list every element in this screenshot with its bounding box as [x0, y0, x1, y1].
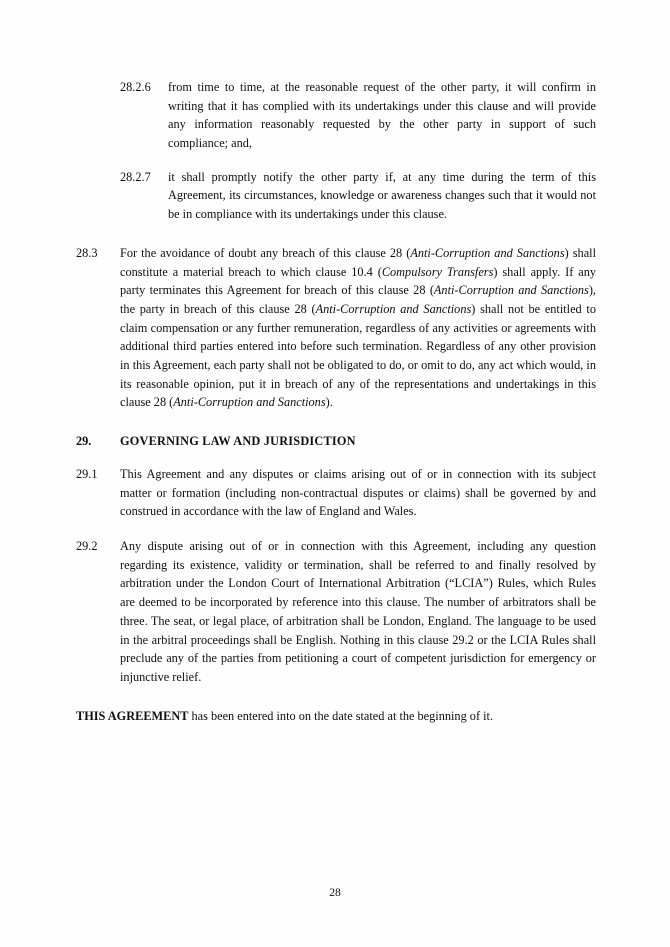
clause-28-3 [76, 244, 596, 412]
clause-number: 28.3 [76, 245, 98, 260]
document-body [76, 78, 596, 725]
clause-28-2-6 [76, 78, 596, 153]
clause-text-run: ). [325, 395, 333, 410]
section-heading-29 [76, 434, 596, 449]
clause-29-1 [76, 465, 596, 521]
clause-reference-italic: Anti-Corruption and Sanctions [315, 301, 472, 316]
clause-number: 28.2.6 [120, 80, 151, 94]
clause-text: from time to time, at the reasonable request of the other party, it will confirm in writing that it has complied with its undertakings under this clause and will provide any information reasonably requested by the other party in support of such compliance; and, [168, 80, 596, 151]
clause-text-run: ) shall not be entitled to claim compensation or any further remuneration, regardless of any activities or agreements with additional third parties entered into before such termination. Regardless of any other provision in this Agreement, each party shall not be obligated to do, or omit to do, any act which would, in its reasonable opinion, put it in breach of any of the representations and undertakings in this clause 28 ( [120, 301, 596, 410]
section-number: 29. [76, 434, 92, 448]
clause-text-run: ) shall apply. If any party terminates this Agreement for breach of this clause 28 ( [120, 264, 596, 298]
clause-text: it shall promptly notify the other party if, at any time during the term of this Agreement, its circumstances, knowledge or awareness changes such that it would not be in compliance with its undertakings under this clause. [168, 169, 596, 222]
clause-text-run: ), the party in breach of this clause 28 ( [120, 283, 596, 316]
clause-reference-italic: Anti-Corruption and Sanctions [410, 245, 565, 260]
section-title: GOVERNING LAW AND JURISDICTION [120, 434, 356, 448]
clause-text: This Agreement and any disputes or claims arising out of or in connection with its subject matter or formation (including non-contractual disputes or claims) shall be governed by and construed in accordance with the law of England and Wales. [120, 467, 596, 519]
clause-28-2-7 [76, 168, 596, 224]
clause-text-run: ) shall constitute a material breach to which clause 10.4 ( [120, 245, 596, 279]
clause-number: 28.2.7 [120, 169, 151, 184]
clause-reference-italic: Anti-Corruption and Sanctions [433, 283, 589, 298]
clause-number: 29.1 [76, 467, 98, 481]
clause-text [120, 244, 596, 412]
clause-reference-italic: Compulsory Transfers [381, 264, 494, 279]
clause-text: Any dispute arising out of or in connection with this Agreement, including any question regarding its existence, validity or termination, shall be referred to and finally resolved by arbitration under the London Court of International Arbitration (“LCIA”) Rules, which Rules are deemed to be incorporated by reference into this clause. The number of arbitrators shall be three. The seat, or legal place, of arbitration shall be London, England. The language to be used in the arbitral proceedings shall be English. Nothing in this clause 29.2 or the LCIA Rules shall preclude any of the parties from petitioning a court of competent jurisdiction for emergency or injunctive relief. [120, 539, 596, 684]
clause-29-2 [76, 537, 596, 687]
page-number: 28 [329, 886, 341, 899]
clause-text-run: For the avoidance of doubt any breach of this clause 28 ( [120, 245, 411, 260]
closing-statement [76, 707, 596, 726]
closing-rest: has been entered into on the date stated at the beginning of it. [188, 708, 494, 723]
clause-number: 29.2 [76, 539, 98, 554]
closing-lead: THIS AGREEMENT [76, 708, 189, 723]
clause-reference-italic: Anti-Corruption and Sanctions [173, 395, 326, 410]
